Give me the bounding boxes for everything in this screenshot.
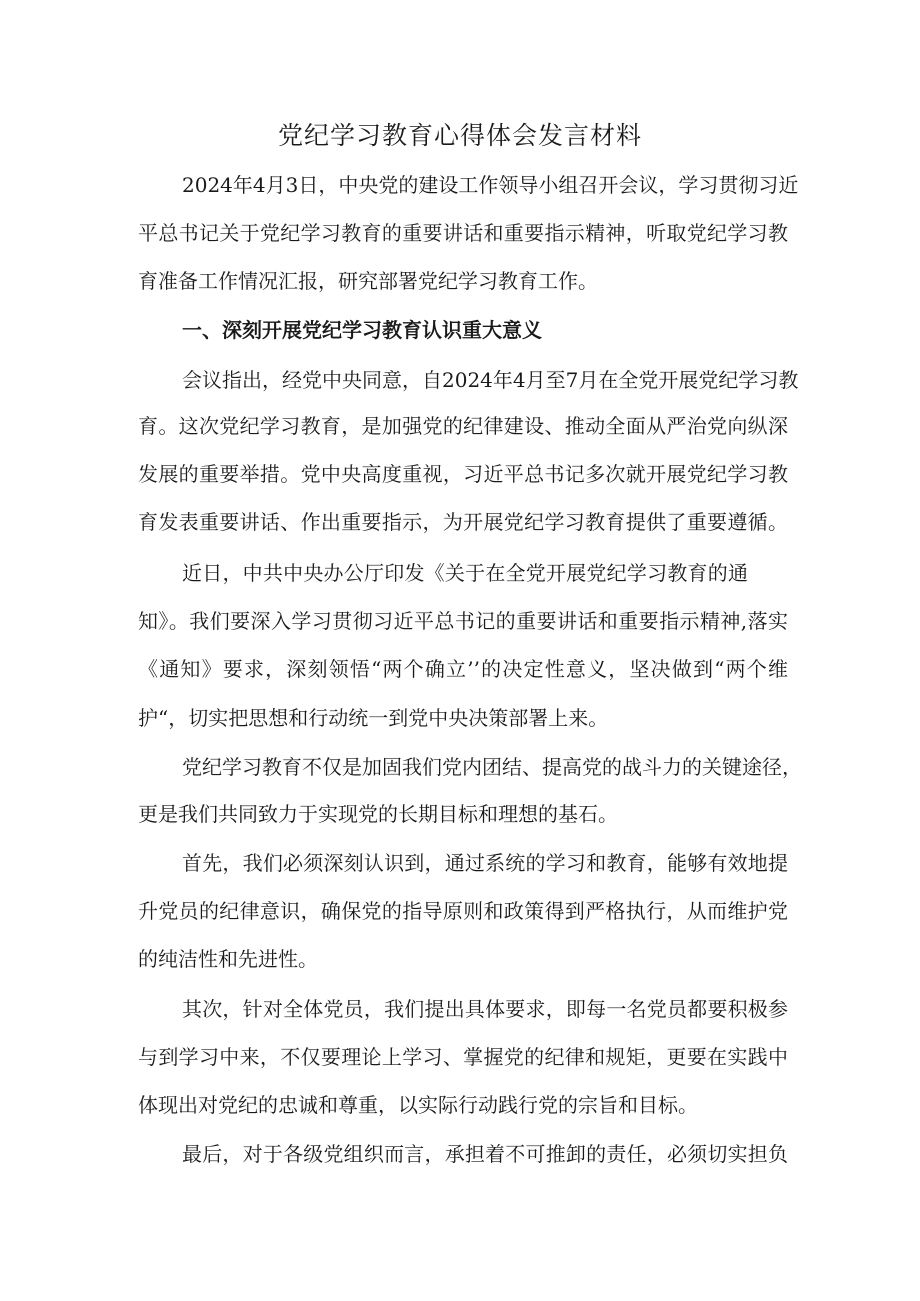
paragraph-line: 知》。我们要深入学习贯彻习近平总书记的重要讲话和重要指示精神,落实 <box>138 609 788 633</box>
paragraph-line: 最后，对于各级党组织而言，承担着不可推卸的责任，必须切实担负 <box>182 1142 788 1166</box>
paragraph-line: 育。这次党纪学习教育，是加强党的纪律建设、推动全面从严治党向纵深 <box>138 414 788 438</box>
paragraph-line: 其次，针对全体党员，我们提出具体要求，即每一名党员都要积极参 <box>182 997 788 1021</box>
paragraph-line: 近日，中共中央办公厅印发《关于在全党开展党纪学习教育的通 <box>182 561 748 585</box>
paragraph-line: 平总书记关于党纪学习教育的重要讲话和重要指示精神，听取党纪学习教 <box>138 221 788 245</box>
paragraph-line: 护“，切实把思想和行动统一到党中央决策部署上来。 <box>138 706 609 730</box>
paragraph-line: 育准备工作情况汇报，研究部署党纪学习教育工作。 <box>138 269 598 293</box>
paragraph-line: 《通知》要求，深刻领悟“两个确立’’的决定性意义，坚决做到“两个维 <box>138 657 788 681</box>
document-title: 党纪学习教育心得体会发言材料 <box>277 121 642 150</box>
paragraph-line: 会议指出，经党中央同意，自2024年4月至7月在全党开展党纪学习教 <box>182 368 799 392</box>
paragraph-line: 2024年4月3日，中央党的建设工作领导小组召开会议，学习贯彻习近 <box>182 173 799 197</box>
paragraph-line: 党纪学习教育不仅是加固我们党内团结、提高党的战斗力的关键途径， <box>182 755 802 779</box>
paragraph-line: 与到学习中来，不仅要理论上学习、掌握党的纪律和规矩，更要在实践中 <box>138 1045 788 1069</box>
paragraph-line: 更是我们共同致力于实现党的长期目标和理想的基石。 <box>138 802 618 826</box>
paragraph-line: 发展的重要举措。党中央高度重视，习近平总书记多次就开展党纪学习教 <box>138 462 788 486</box>
paragraph-line: 体现出对党纪的忠诚和尊重，以实际行动践行党的宗旨和目标。 <box>138 1093 698 1117</box>
paragraph-line: 首先，我们必须深刻认识到，通过系统的学习和教育，能够有效地提 <box>182 851 788 875</box>
paragraph-line: 的纯洁性和先进性。 <box>138 947 318 971</box>
paragraph-line: 升党员的纪律意识，确保党的指导原则和政策得到严格执行，从而维护党 <box>138 899 788 923</box>
section-heading: 一、深刻开展党纪学习教育认识重大意义 <box>182 318 542 342</box>
paragraph-line: 育发表重要讲话、作出重要指示，为开展党纪学习教育提供了重要遵循。 <box>138 510 788 534</box>
